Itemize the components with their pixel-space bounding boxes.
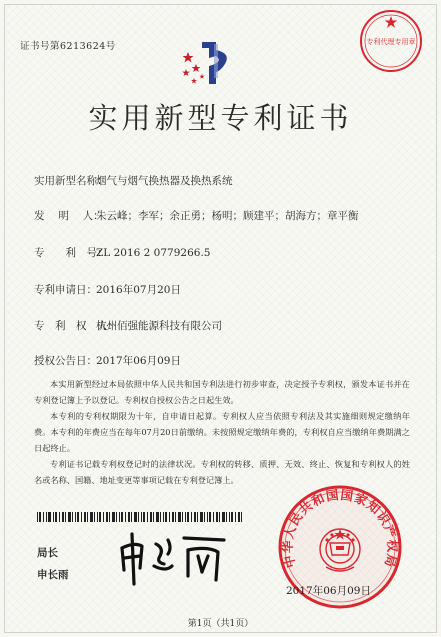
director-title: 局长 bbox=[37, 547, 58, 559]
field-value: 朱云峰；李军；余正勇；杨明；顾建平；胡海方；章平衡 bbox=[96, 210, 359, 222]
field-value: 2016年07月20日 bbox=[96, 284, 181, 296]
director-signature bbox=[112, 526, 232, 588]
paragraph-register: 专利证书记载专利权登记时的法律状况。专利权的转移、质押、无效、终止、恢复和专利权人的姓名或名称、国籍、地址变更等事项记载在专利登记簿上。 bbox=[34, 459, 410, 485]
agency-seal-text: 专利代理专用章 bbox=[366, 38, 416, 46]
ip-office-emblem bbox=[178, 38, 244, 88]
field-label: 专 利 权 人： bbox=[34, 320, 118, 332]
certificate-number: 证书号第6213624号 bbox=[20, 41, 116, 52]
director-name: 申长雨 bbox=[37, 569, 69, 581]
field-announcement-date bbox=[34, 353, 181, 368]
field-label: 专利申请日： bbox=[34, 284, 97, 296]
field-application-date bbox=[34, 282, 181, 297]
field-label: 发 明 人： bbox=[34, 210, 104, 222]
field-inventors bbox=[34, 208, 359, 223]
certificate-title: 实用新型专利证书 bbox=[88, 101, 353, 135]
field-value: 烟气与烟气换热器及换热系统 bbox=[96, 175, 233, 187]
paragraph-term: 本专利的专利权期限为十年，自申请日起算。专利权人应当依照专利法及其实施细则规定缴纳年费。本专利的年费应当在每年07月20日前缴纳。未按照规定缴纳年费的，专利权自应当缴纳年费期满之日起终止。 bbox=[34, 411, 410, 453]
field-label: 专 利 号： bbox=[34, 247, 108, 259]
field-patentee bbox=[34, 318, 222, 333]
paragraph-grant: 本实用新型经过本局依照中华人民共和国专利法进行初步审查，决定授予专利权，颁发本证书并在专利登记簿上予以登记。专利权自授权公告之日起生效。 bbox=[34, 379, 410, 405]
field-label: 实用新型名称： bbox=[34, 175, 108, 187]
page-number: 第1页（共1页） bbox=[187, 619, 254, 629]
field-patent-number bbox=[34, 245, 210, 260]
agency-seal bbox=[358, 8, 424, 74]
field-label: 授权公告日： bbox=[34, 355, 97, 367]
seal-date: 2017年06月09日 bbox=[286, 585, 371, 597]
field-value: 2017年06月09日 bbox=[96, 355, 181, 367]
field-utility-model-name bbox=[34, 173, 233, 188]
field-value: ZL 2016 2 0779266.5 bbox=[96, 247, 211, 259]
barcode bbox=[37, 507, 244, 517]
seal-text: 中华人民共和国国家知识产权局 bbox=[279, 486, 401, 570]
field-value: 杭州佰强能源科技有限公司 bbox=[96, 320, 222, 332]
